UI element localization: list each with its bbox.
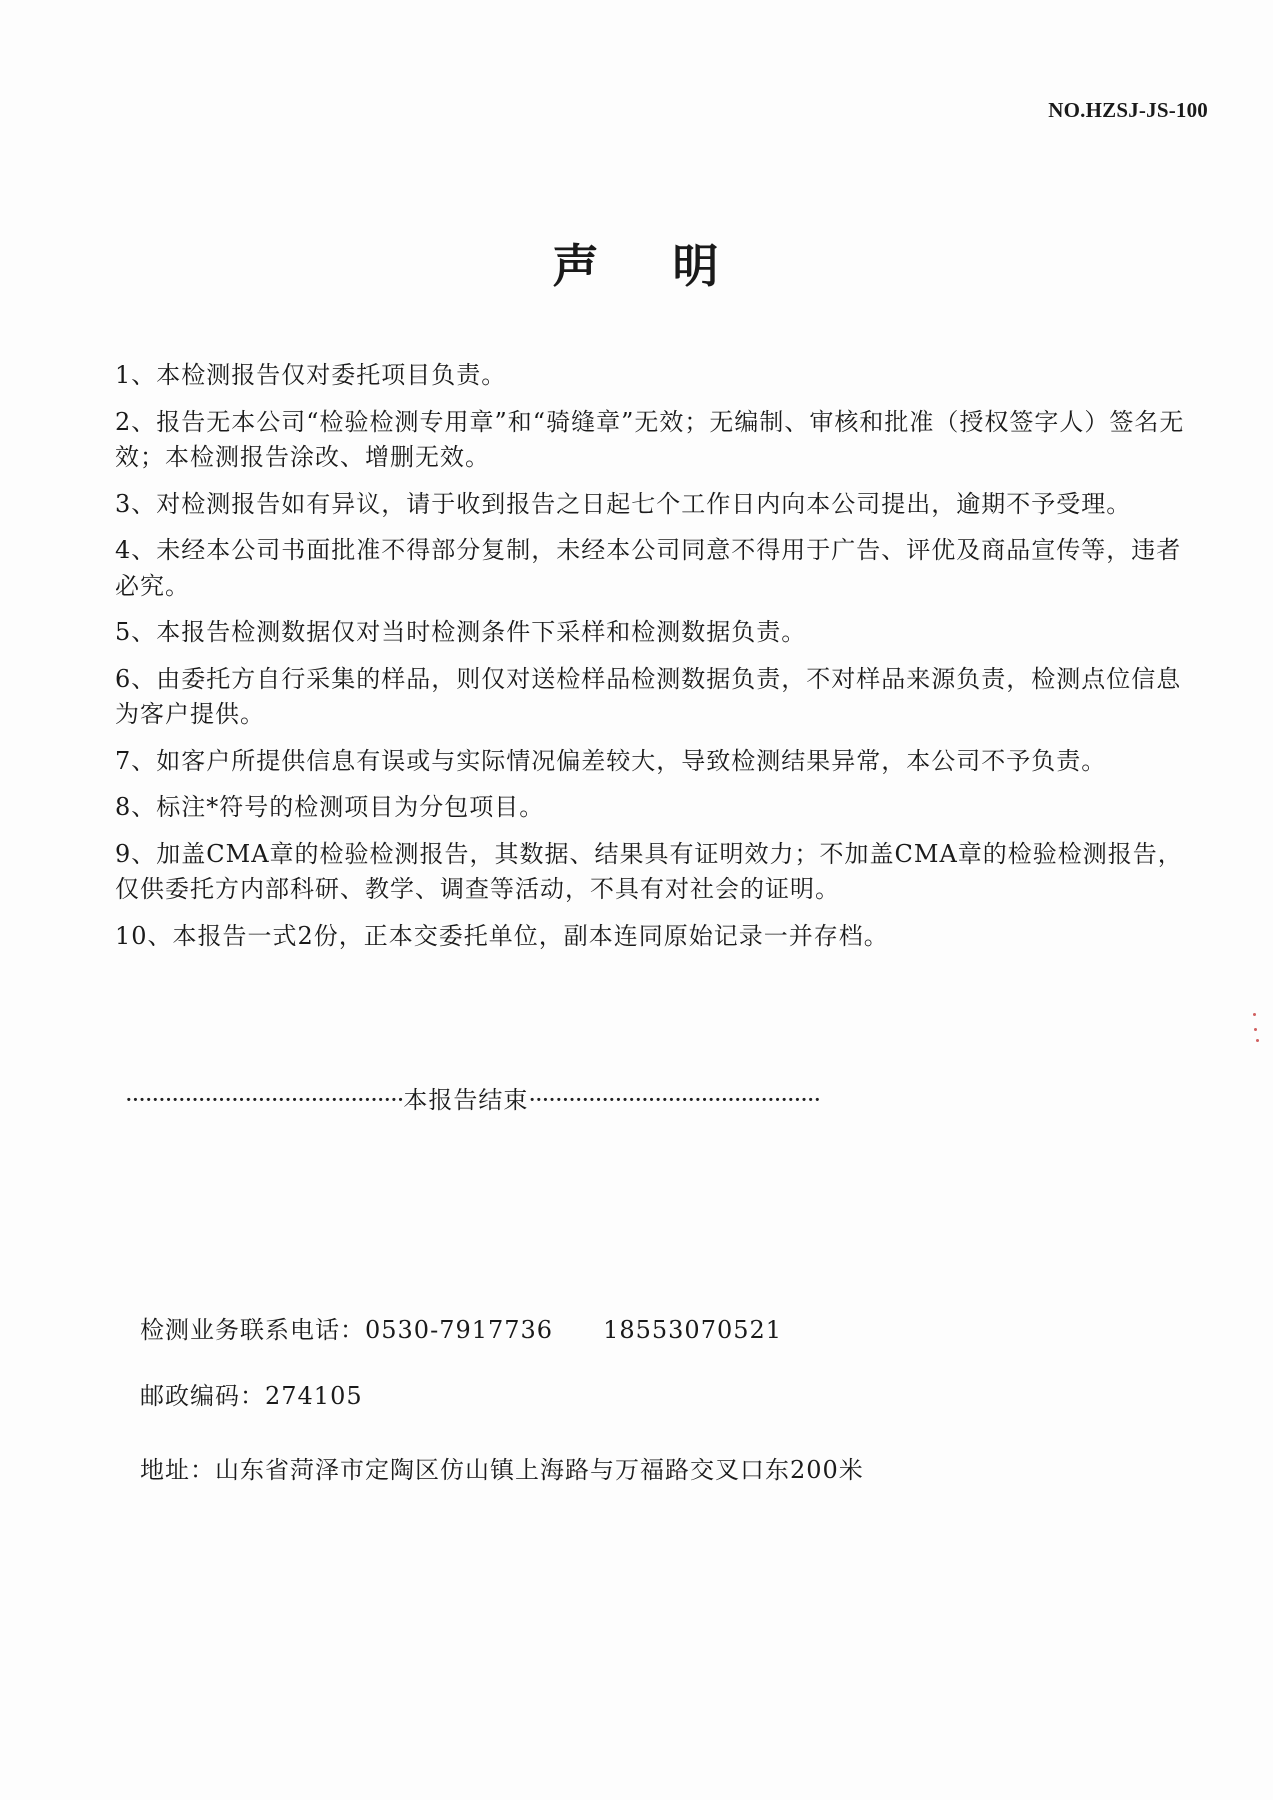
contact-postcode: [140, 1376, 363, 1411]
address-value: 山东省菏泽市定陶区仿山镇上海路与万福路交叉口东200米: [215, 1456, 864, 1484]
title-char-2: 明: [672, 239, 721, 293]
seal-edge-mark: [1253, 1013, 1256, 1016]
clause-2: 2、报告无本公司“检验检测专用章”和“骑缝章”无效；无编制、审核和批准（授权签字人）签名无效；本检测报告涂改、增删无效。: [115, 407, 1185, 471]
clause-10: 10、本报告一式2份，正本交委托单位，副本连同原始记录一并存档。: [115, 921, 889, 950]
end-dots-right: ············································: [528, 1086, 821, 1114]
clause-7: 7、如客户所提供信息有误或与实际情况偏差较大，导致检测结果异常，本公司不予负责。: [115, 746, 1107, 775]
page-title: [0, 230, 1273, 296]
seal-edge-mark: [1256, 1039, 1259, 1042]
seal-edge-mark: [1254, 1028, 1257, 1031]
end-dots-left: ··········································: [125, 1086, 404, 1114]
contact-address: [140, 1450, 864, 1485]
clause-4: 4、未经本公司书面批准不得部分复制，未经本公司同意不得用于广告、评优及商品宣传等，违者必究。: [115, 536, 1182, 600]
phone-number-2: 18553070521: [603, 1316, 783, 1344]
postcode-label: 邮政编码：: [140, 1382, 265, 1410]
clause-6: 6、由委托方自行采集的样品，则仅对送检样品检测数据负责，不对样品来源负责，检测点位信息为客户提供。: [115, 664, 1182, 728]
clause-8: 8、标注*符号的检测项目为分包项目。: [115, 793, 545, 821]
clause-9: 9、加盖CMA章的检验检测报告，其数据、结果具有证明效力；不加盖CMA章的检验检测报告，仅供委托方内部科研、教学、调查等活动，不具有对社会的证明。: [115, 839, 1183, 903]
document-number: NO.HZSJ-JS-100: [1048, 98, 1208, 122]
address-label: 地址：: [140, 1456, 215, 1484]
phone-label: 检测业务联系电话：: [140, 1316, 365, 1344]
postcode-value: 274105: [265, 1382, 363, 1410]
clause-5: 5、本报告检测数据仅对当时检测条件下采样和检测数据负责。: [115, 618, 807, 646]
declaration-clauses: [115, 358, 1200, 965]
report-end-line: [125, 1080, 1135, 1115]
title-char-1: 声: [552, 239, 601, 293]
clause-1: 1、本检测报告仅对委托项目负责。: [115, 361, 507, 389]
report-end-text: 本报告结束: [403, 1086, 529, 1114]
contact-phone: [140, 1310, 782, 1345]
phone-number-1: 0530-7917736: [365, 1316, 554, 1344]
clause-3: 3、对检测报告如有异议，请于收到报告之日起七个工作日内向本公司提出，逾期不予受理。: [115, 489, 1132, 518]
